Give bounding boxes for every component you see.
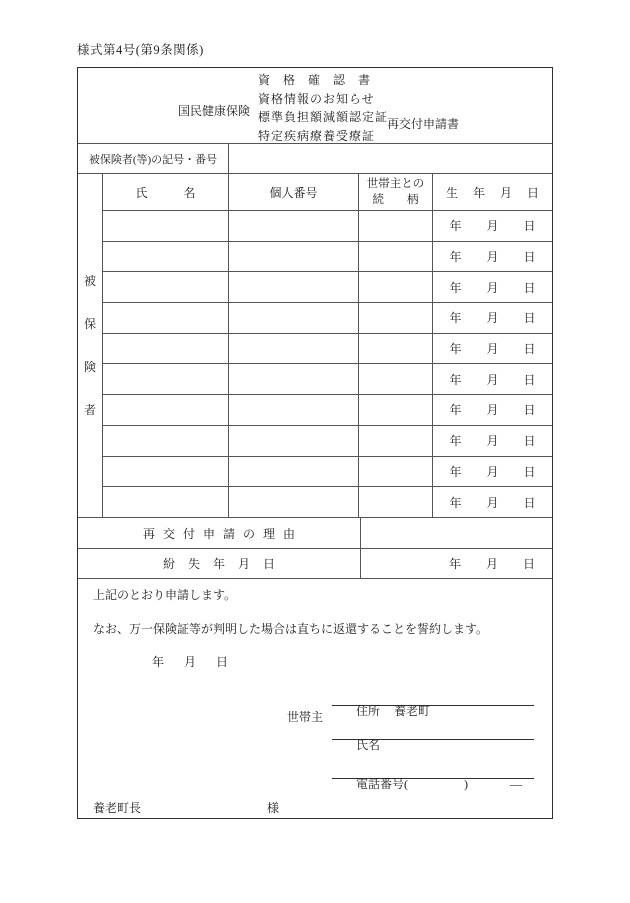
document-type-certificate: 資 格 確 認 書 [258, 73, 372, 87]
table-row-name-field [103, 211, 229, 242]
reissue-reason-row [78, 518, 552, 549]
column-header-relationship: 世帯主との 続 柄 [359, 174, 433, 211]
table-row-name-field [103, 334, 229, 365]
document-type-reduction-cert: 標準負担額減額認定証 [258, 110, 389, 124]
loss-date-label: 紛 失 年 月 日 [78, 549, 361, 578]
table-row-relationship-field [359, 457, 433, 488]
table-row-name-field [103, 395, 229, 426]
table-row-number-field [229, 487, 359, 518]
table-row-birth-date: 年 月 日 [433, 487, 552, 518]
loss-date-row [78, 549, 552, 579]
table-row-birth-date: 年 月 日 [433, 211, 552, 242]
table-row-number-field [229, 395, 359, 426]
table-row-birth-date: 年 月 日 [433, 395, 552, 426]
name-label: 氏名 [356, 738, 381, 752]
table-row-name-field [103, 487, 229, 518]
table-row-name-field [103, 303, 229, 334]
address-value: 養老町 [394, 704, 431, 718]
table-row-birth-date: 年 月 日 [433, 272, 552, 303]
table-row-number-field [229, 334, 359, 365]
insured-number-row [78, 144, 552, 174]
table-row-number-field [229, 364, 359, 395]
column-header-birth-date: 生 年 月 日 [433, 174, 552, 211]
table-row-name-field [103, 272, 229, 303]
declaration-line1: 上記のとおり申請します。 [93, 588, 237, 602]
table-row-relationship-field [359, 487, 433, 518]
form-number-label: 様式第4号(第9条関係) [77, 43, 204, 57]
table-row-birth-date: 年 月 日 [433, 242, 552, 273]
table-row-number-field [229, 211, 359, 242]
householder-label: 世帯主 [287, 710, 324, 724]
table-row-number-field [229, 457, 359, 488]
document-type-list [258, 71, 388, 145]
insured-side-label: 被 保 険 者 [78, 174, 103, 518]
column-header-name: 氏 名 [103, 174, 229, 211]
declaration-line2: なお、万一保険証等が判明した場合は直ちに返還することを誓約します。 [93, 622, 489, 636]
application-title-label: 再交付申請書 [387, 117, 460, 131]
form-title-header [78, 68, 552, 144]
table-row-number-field [229, 303, 359, 334]
table-row-birth-date: 年 月 日 [433, 426, 552, 457]
table-row-relationship-field [359, 242, 433, 273]
table-row-number-field [229, 426, 359, 457]
table-row-birth-date: 年 月 日 [433, 334, 552, 365]
table-row-relationship-field [359, 364, 433, 395]
insured-number-field [229, 144, 552, 173]
reissue-reason-field [361, 518, 552, 548]
table-row-name-field [103, 242, 229, 273]
document-type-info-notice: 資格情報のお知らせ [258, 91, 375, 106]
table-row-relationship-field [359, 211, 433, 242]
table-row-name-field [103, 457, 229, 488]
table-row-relationship-field [359, 303, 433, 334]
phone-paren-close: ) [464, 777, 468, 791]
table-row-birth-date: 年 月 日 [433, 457, 552, 488]
honorific-label: 様 [267, 801, 280, 815]
insured-number-label: 被保険者(等)の記号・番号 [78, 144, 229, 173]
phone-dash: — [510, 777, 522, 791]
reissue-reason-label: 再 交 付 申 請 の 理 由 [78, 518, 361, 548]
address-field [332, 687, 534, 718]
table-row-birth-date: 年 月 日 [433, 364, 552, 395]
insured-persons-table [78, 174, 552, 518]
table-row-number-field [229, 272, 359, 303]
table-row-number-field [229, 242, 359, 273]
application-form-box [77, 67, 553, 819]
application-date: 年 月 日 [152, 655, 229, 669]
phone-label: 電話番号( [356, 777, 408, 791]
table-row-relationship-field [359, 272, 433, 303]
addressee-label: 養老町長 [93, 801, 142, 815]
table-row-birth-date: 年 月 日 [433, 303, 552, 334]
table-row-relationship-field [359, 395, 433, 426]
table-row-relationship-field [359, 334, 433, 365]
table-row-name-field [103, 364, 229, 395]
loss-date-field: 年 月 日 [448, 557, 535, 571]
column-header-personal-number: 個人番号 [229, 174, 359, 211]
phone-field [332, 760, 534, 791]
address-label: 住所 [356, 704, 381, 718]
table-row-name-field [103, 426, 229, 457]
document-type-disease-cert: 特定疾病療養受療証 [258, 128, 376, 143]
insurance-type-label: 国民健康保険 [178, 104, 251, 118]
name-field [332, 721, 534, 752]
declaration-section [78, 579, 552, 817]
table-row-relationship-field [359, 426, 433, 457]
